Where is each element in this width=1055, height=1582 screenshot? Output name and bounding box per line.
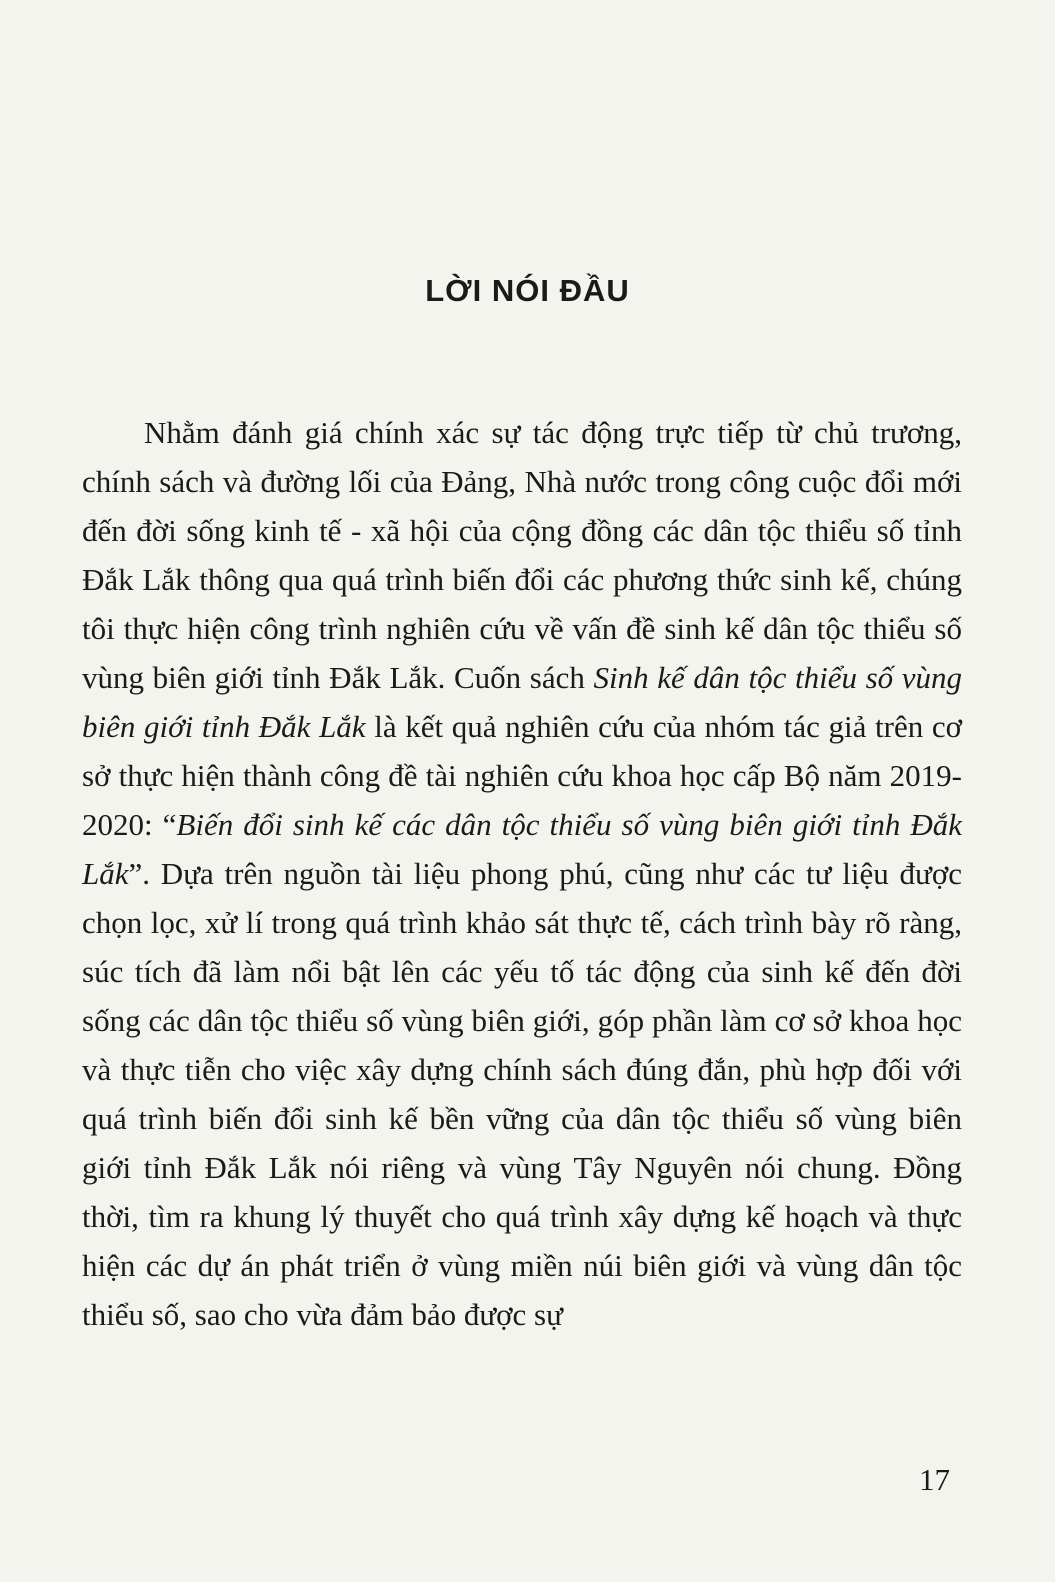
paragraph-text-3: ”. Dựa trên nguồn tài liệu phong phú, cũng như các tư liệu được chọn lọc, xử lí trong quá trình khảo sát thực tế, cách trình bày rõ ràng, súc tích đã làm nổi bật lên các yếu tố tác động của sinh kế đến đời sống các dân tộc thiểu số vùng biên giới, góp phần làm cơ sở khoa học và thực tiễn cho việc xây dựng chính sách đúng đắn, phù hợp đối với quá trình biến đổi sinh kế bền vững của dân tộc thiểu số vùng biên giới tỉnh Đắk Lắk nói riêng và vùng Tây Nguyên nói chung. Đồng thời, tìm ra khung lý thuyết cho quá trình xây dựng kế hoạch và thực hiện các dự án phát triển ở vùng miền núi biên giới và vùng dân tộc thiểu số, sao cho vừa đảm bảo được sự <box>82 856 962 1332</box>
book-title-italic: Sinh kế dân tộc thiểu số vùng biên giới tỉnh Đắk Lắk <box>82 660 963 744</box>
project-title-italic: Biến đổi sinh kế các dân tộc thiểu số vùng biên giới tỉnh Đắk Lắk <box>82 807 962 891</box>
body-paragraph <box>82 408 962 1339</box>
page-title: LỜI NÓI ĐẦU <box>425 273 630 308</box>
page-number: 17 <box>919 1462 950 1497</box>
paragraph-text-2: là kết quả nghiên cứu của nhóm tác giả trên cơ sở thực hiện thành công đề tài nghiên cứu khoa học cấp Bộ năm 2019-2020: “ <box>82 709 963 842</box>
paragraph-text-1: Nhằm đánh giá chính xác sự tác động trực tiếp từ chủ trương, chính sách và đường lối của Đảng, Nhà nước trong công cuộc đổi mới đến đời sống kinh tế - xã hội của cộng đồng các dân tộc thiểu số tỉnh Đắk Lắk thông qua quá trình biến đổi các phương thức sinh kế, chúng tôi thực hiện công trình nghiên cứu về vấn đề sinh kế dân tộc thiểu số vùng biên giới tỉnh Đắk Lắk. Cuốn sách <box>82 415 962 695</box>
